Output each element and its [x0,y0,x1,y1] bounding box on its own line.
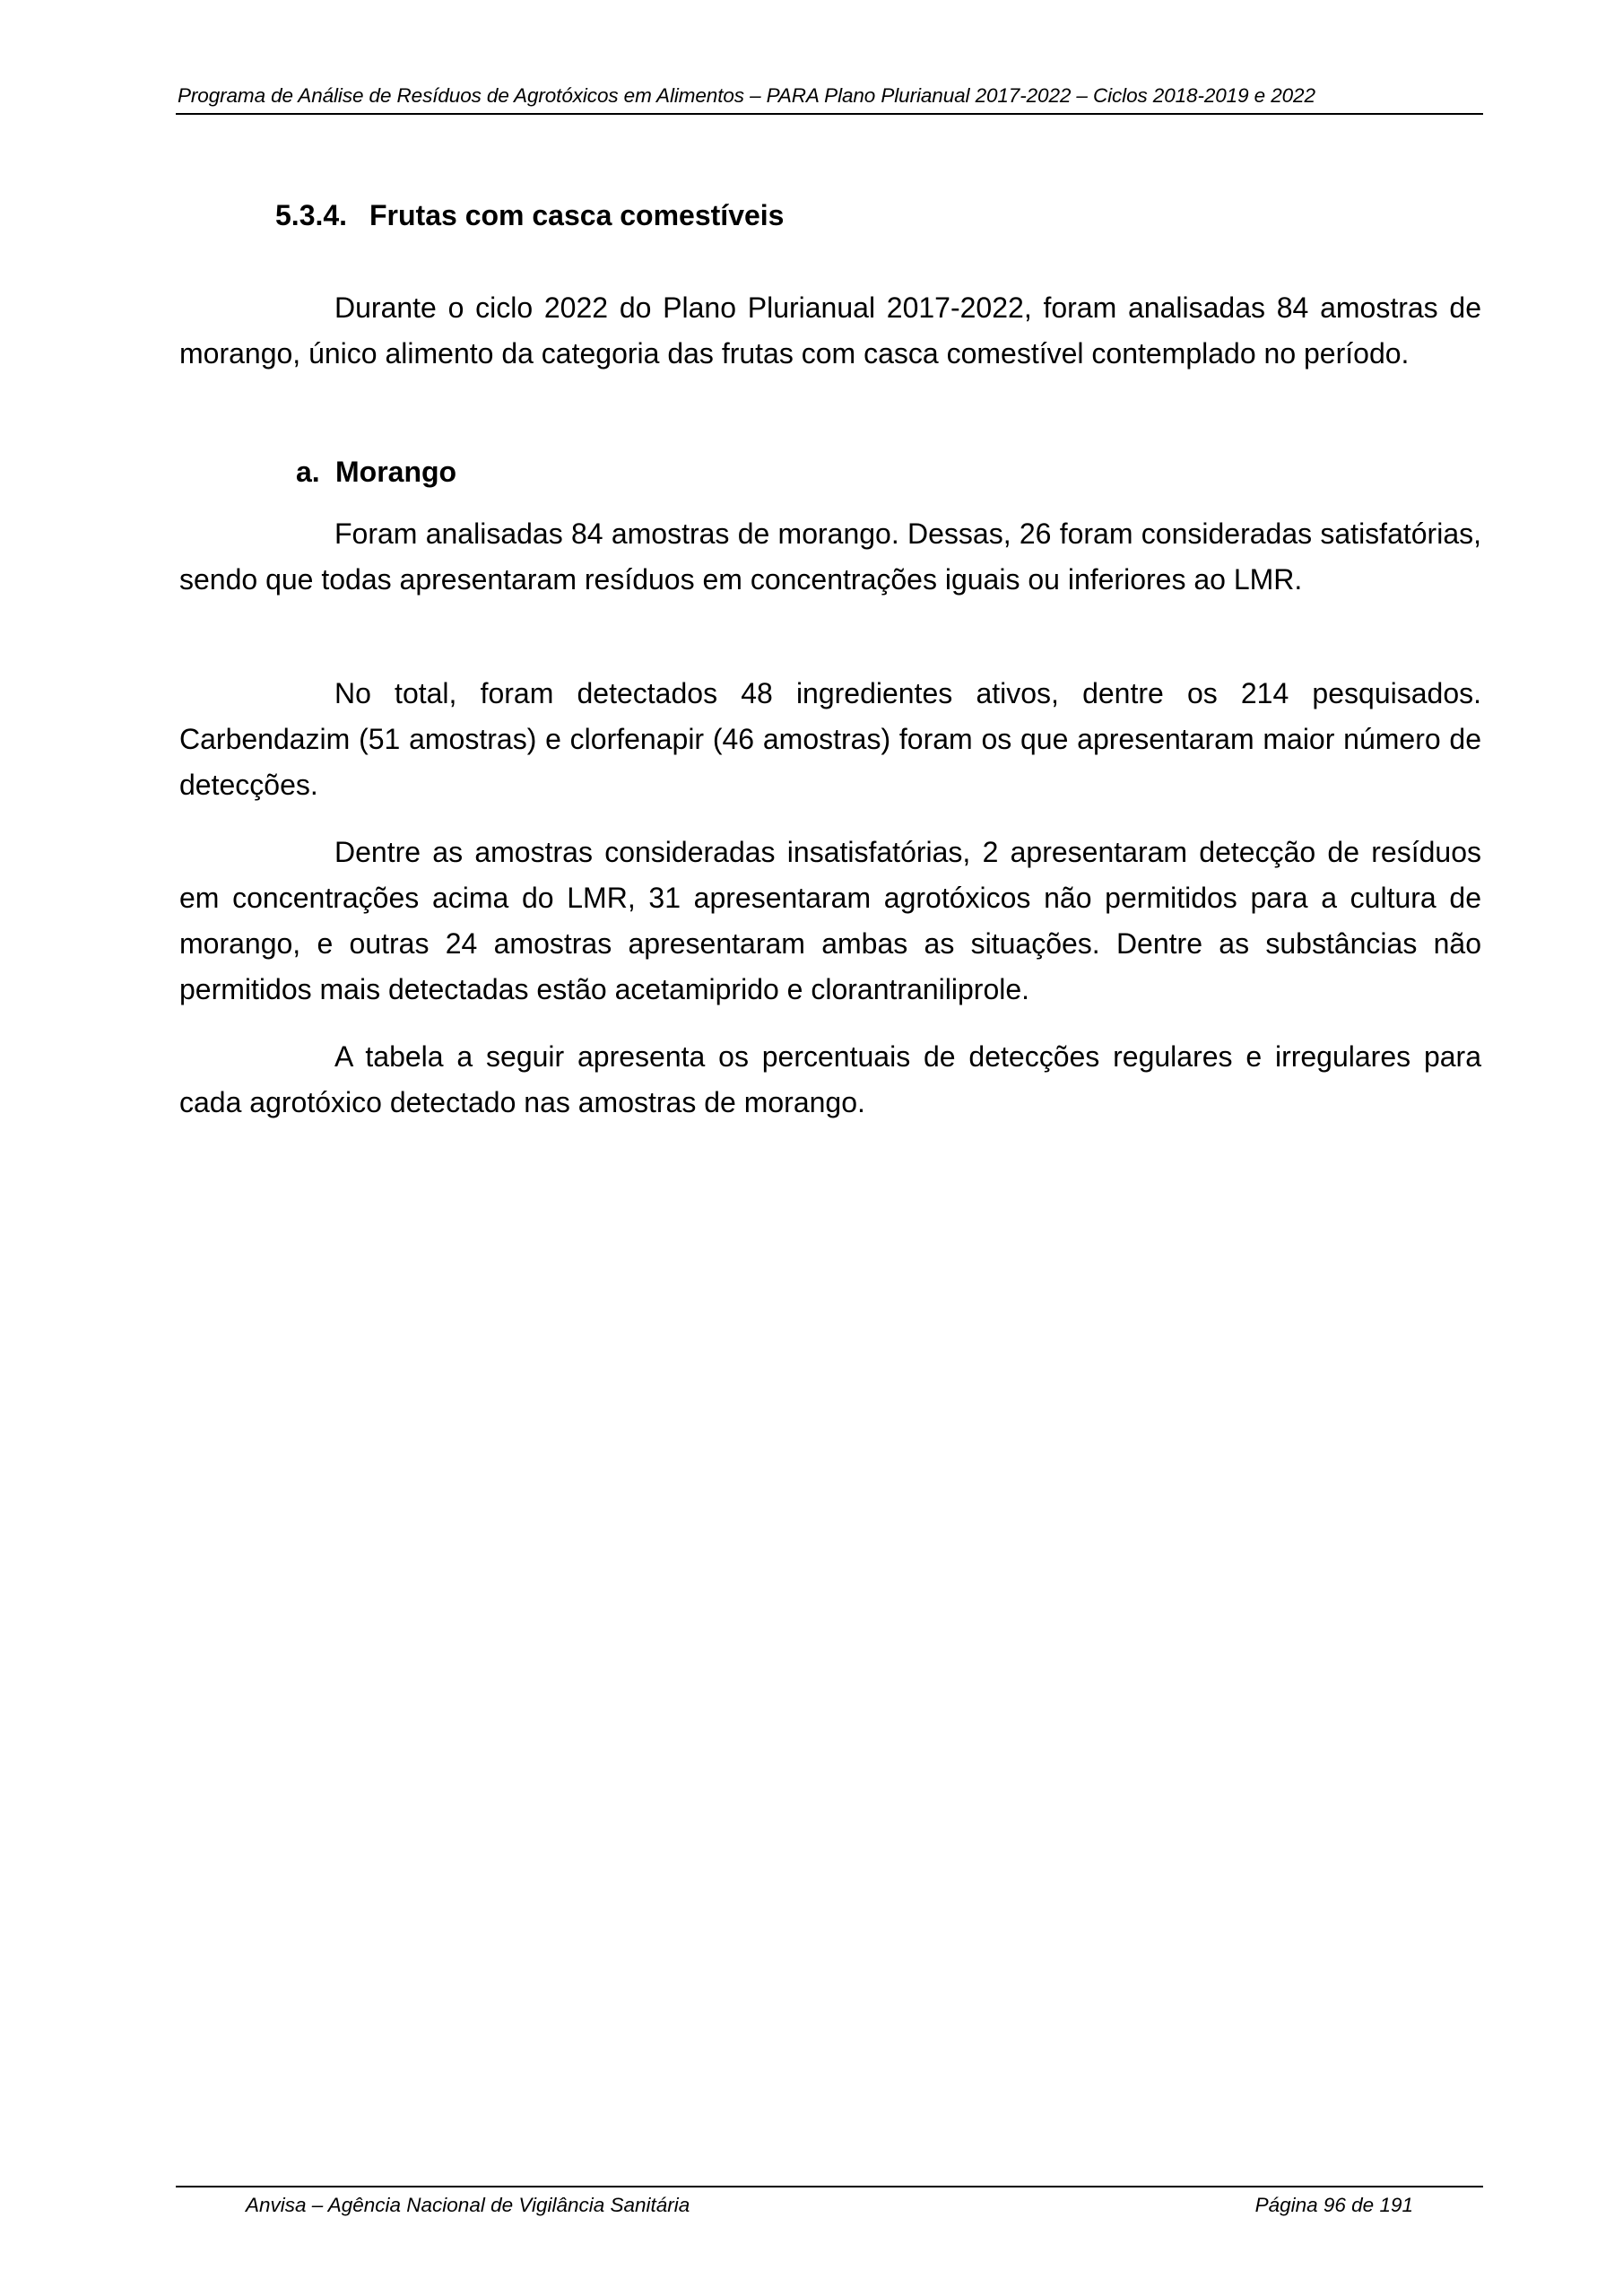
body-paragraph: No total, foram detectados 48 ingredientes ativos, dentre os 214 pesquisados. Carbendazim (51 amostras) e clorfenapir (46 amostras) foram os que apresentaram maior número de detecções. [179,677,1481,801]
body-paragraph: Foram analisadas 84 amostras de morango. Dessas, 26 foram consideradas satisfatórias, sendo que todas apresentaram resíduos em concentrações iguais ou inferiores ao LMR. [179,517,1481,596]
page-footer [176,2186,1483,2223]
running-title: Programa de Análise de Resíduos de Agrotóxicos em Alimentos – PARA Plano Plurianual 2017-2022 – Ciclos 2018-2019 e 2022 [178,84,1315,107]
page-header [176,75,1483,115]
section-title: Frutas com casca comestíveis [369,199,785,231]
footer-organization: Anvisa – Agência Nacional de Vigilância Sanitária [246,2194,690,2216]
subsection-title: Morango [335,456,457,488]
subsection-heading [296,456,456,489]
intro-paragraph: Durante o ciclo 2022 do Plano Plurianual 2017-2022, foram analisadas 84 amostras de morango, único alimento da categoria das frutas com casca comestível contemplado no período. [179,291,1481,370]
body-paragraph: Dentre as amostras consideradas insatisfatórias, 2 apresentaram detecção de resíduos em concentrações acima do LMR, 31 apresentaram agrotóxicos não permitidos para a cultura de morango, e outras 24 amostras apresentaram ambas as situações. Dentre as substâncias não permitidos mais detectadas estão acetamiprido e clorantraniliprole. [179,836,1481,1005]
section-number: 5.3.4. [275,199,348,231]
body-paragraph: A tabela a seguir apresenta os percentuais de detecções regulares e irregulares para cada agrotóxico detectado nas amostras de morango. [179,1040,1481,1118]
subsection-letter: a. [296,456,320,488]
section-heading [275,199,784,232]
page-number: Página 96 de 191 [1254,2194,1413,2216]
